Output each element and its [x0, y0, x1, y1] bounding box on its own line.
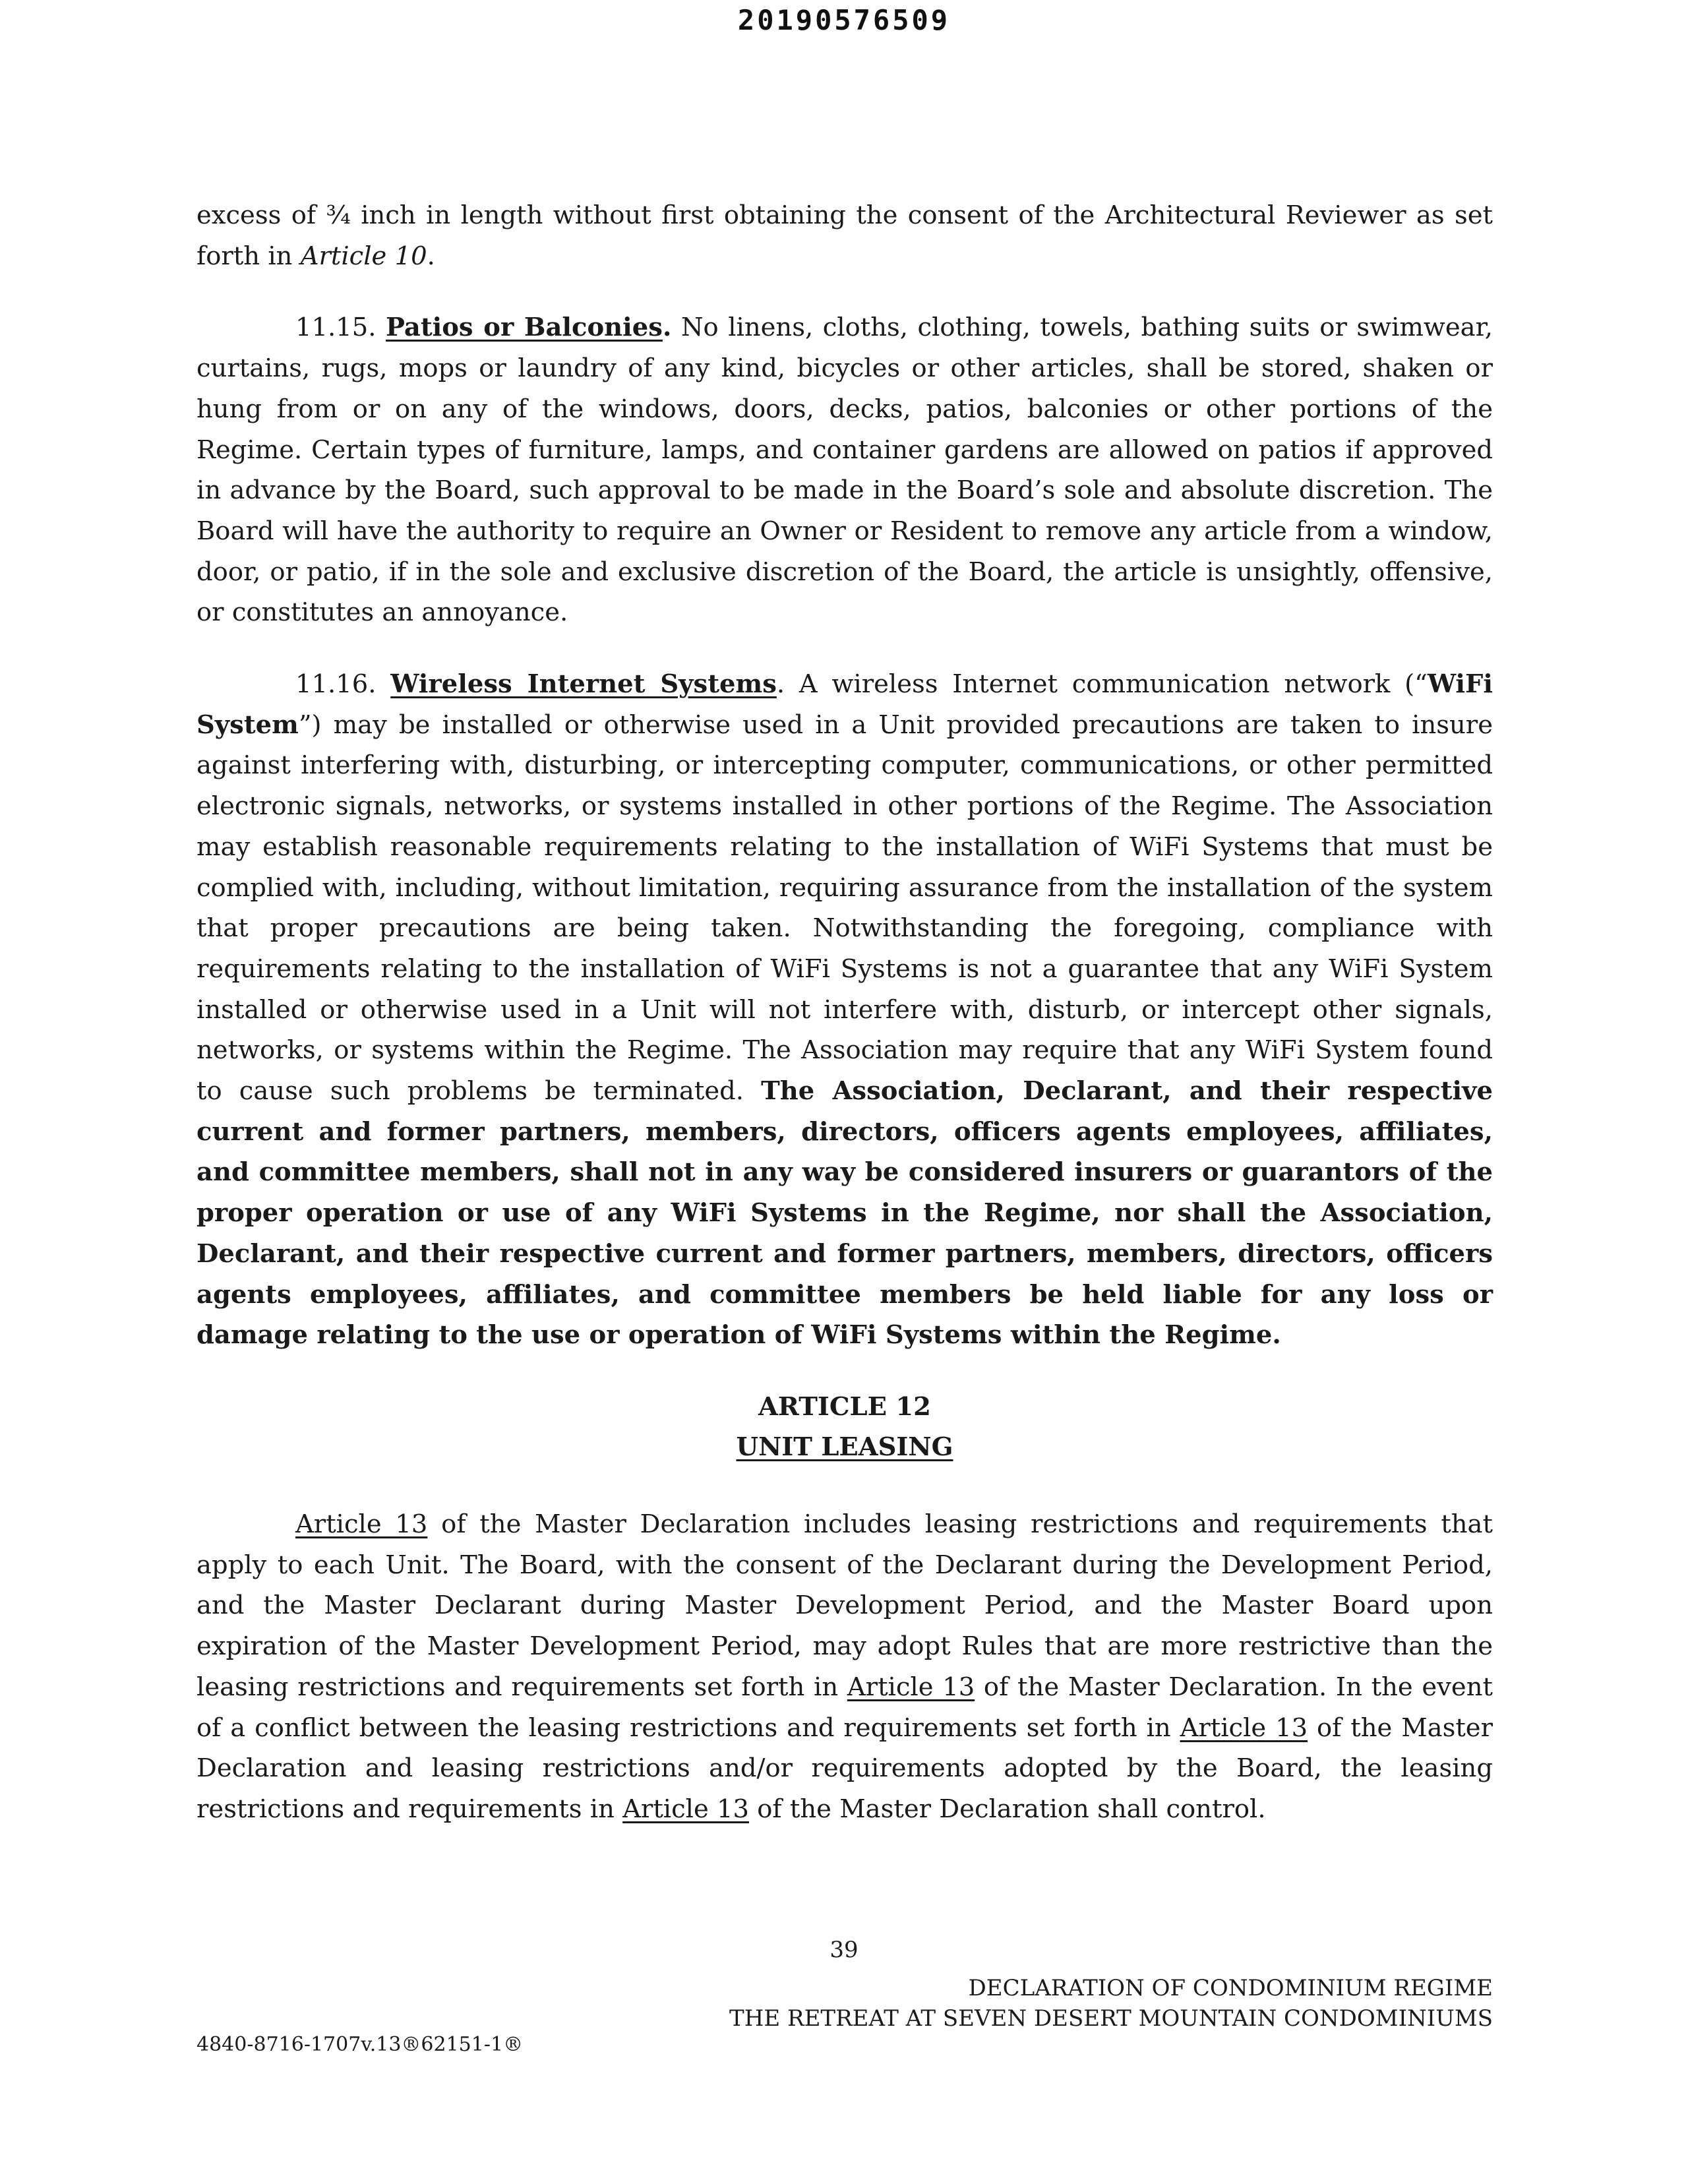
article-13-reference: Article 13: [1180, 1713, 1308, 1743]
section-number: 11.16.: [295, 669, 377, 700]
continuation-text: excess of ¾ inch in length without first obtaining the consent of the Architectural Reviewer as set forth in: [196, 200, 1493, 271]
leasing-text: of the Master Declaration and leasing restrictions and/or requirements adopted by the Board, the leasing restrictions and requirements in: [196, 1713, 1493, 1824]
recording-number: 20190576509: [737, 4, 951, 36]
liability-disclaimer: The Association, Declarant, and their respective current and former partners, members, directors, officers agents employees, affiliates, and committee members, shall not in any way be considered insurers or guarantors of the proper operation or use of any WiFi Systems in the Regime, nor shall the Association, Declarant, and their respective current and former partners, members, directors, officers agents employees, affiliates, and committee members be held liable for any loss or damage relating to the use or operation of WiFi Systems within the Regime.: [196, 1076, 1493, 1350]
continuation-paragraph: [196, 195, 1493, 276]
section-11-15: [196, 307, 1493, 633]
document-id: 4840-8716-1707v.13®62151-1®: [196, 2033, 524, 2056]
section-title: Wireless Internet Systems: [390, 669, 777, 700]
section-title: Patios or Balconies: [385, 313, 663, 343]
footer-title-line-2: THE RETREAT AT SEVEN DESERT MOUNTAIN CONDOMINIUMS: [729, 2005, 1493, 2032]
article-heading: [196, 1387, 1493, 1467]
leasing-text: of the Master Declaration. In the event of a conflict between the leasing restrictions and requirements set forth in: [196, 1672, 1493, 1743]
footer-title-line-1: DECLARATION OF CONDOMINIUM REGIME: [968, 1975, 1493, 2001]
leasing-text: of the Master Declaration includes leasing restrictions and requirements that apply to each Unit. The Board, with the consent of the Declarant during the Development Period, and the Master Declarant during Master Development Period, and the Master Board upon expiration of the Master Development Period, may adopt Rules that are more restrictive than the leasing restrictions and requirements set forth in: [196, 1509, 1493, 1702]
document-body: [196, 195, 1493, 1830]
footer-document-title: [729, 1973, 1493, 2034]
section-body: No linens, cloths, clothing, towels, bathing suits or swimwear, curtains, rugs, mops or laundry of any kind, bicycles or other articles, shall be stored, shaken or hung from or on any of the windows, doors, decks, patios, balconies or other portions of the Regime. Certain types of furniture, lamps, and container gardens are allowed on patios if approved in advance by the Board, such approval to be made in the Board’s sole and absolute discretion. The Board will have the authority to require an Owner or Resident to remove any article from a window, door, or patio, if in the sole and exclusive discretion of the Board, the article is unsightly, offensive, or constitutes an annoyance.: [196, 313, 1493, 628]
section-body: ”) may be installed or otherwise used in a Unit provided precautions are taken to insure against interfering with, disturbing, or intercepting computer, communications, or other permitted electronic signals, networks, or systems installed in other portions of the Regime. The Association may establish reasonable requirements relating to the installation of WiFi Systems that must be complied with, including, without limitation, requiring assurance from the installation of the system that proper precautions are being taken. Notwithstanding the foregoing, compliance with requirements relating to the installation of WiFi Systems is not a guarantee that any WiFi System installed or otherwise used in a Unit will not interfere with, disturb, or intercept other signals, networks, or systems within the Regime. The Association may require that any WiFi System found to cause such problems be terminated.: [196, 710, 1493, 1107]
article-10-reference: Article 10: [300, 241, 427, 271]
leasing-text: of the Master Declaration shall control.: [749, 1794, 1266, 1824]
article-13-reference: Article 13: [847, 1672, 975, 1702]
article-title: UNIT LEASING: [736, 1432, 953, 1462]
leasing-paragraph: [196, 1504, 1493, 1830]
section-title-period: .: [776, 669, 785, 700]
article-13-reference: Article 13: [622, 1794, 750, 1824]
section-number: 11.15.: [295, 313, 377, 343]
page-number: 39: [829, 1937, 859, 1963]
defined-term: WiFi System: [196, 669, 1493, 740]
section-title-period: .: [662, 313, 672, 343]
article-label: ARTICLE 12: [758, 1391, 931, 1422]
section-11-16: [196, 664, 1493, 1356]
article-13-reference: Article 13: [295, 1509, 428, 1539]
continuation-end: .: [427, 241, 435, 271]
section-lead: A wireless Internet communication network (“: [785, 669, 1428, 700]
